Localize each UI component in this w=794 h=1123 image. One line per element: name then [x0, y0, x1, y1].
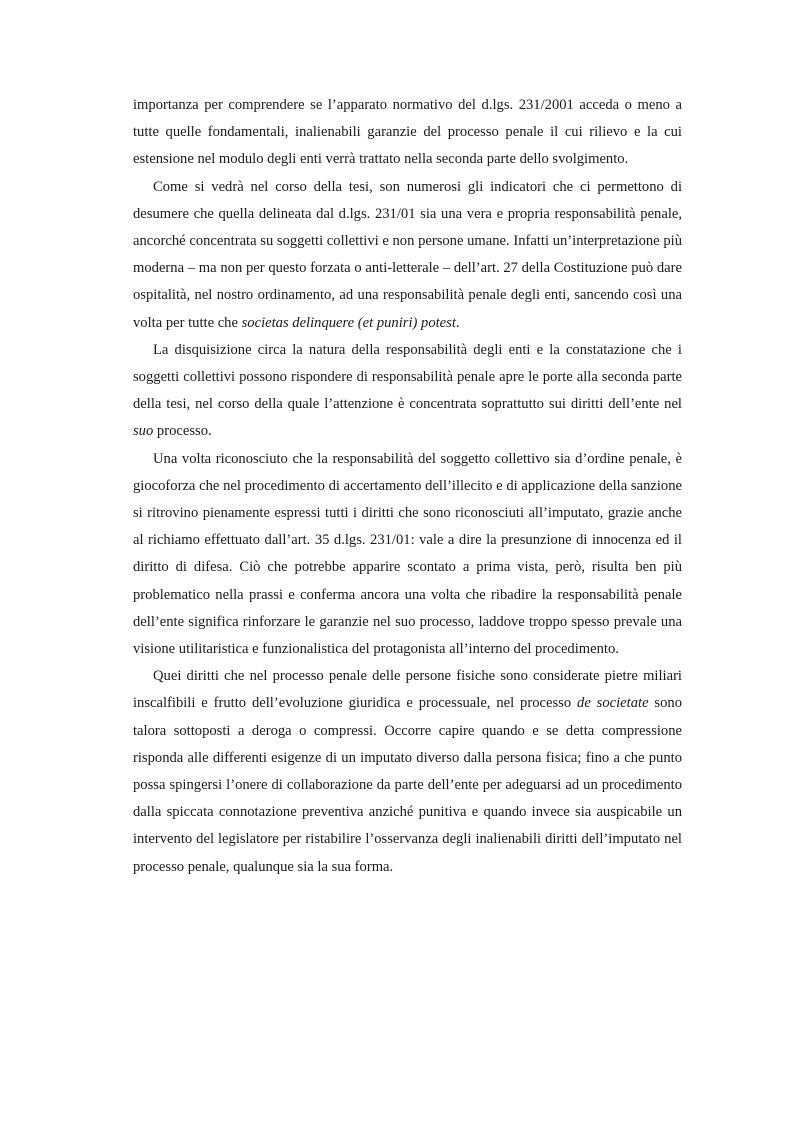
text-segment: Quei diritti che nel processo penale delle persone fisiche sono considerate pietre miliari inscalfibili e frutto dell’evoluzione giuridica e processuale, nel processo — [133, 668, 682, 712]
text-segment: . — [455, 314, 460, 331]
text-segment: La disquisizione circa la natura della responsabilità degli enti e la constatazione che i soggetti collettivi possono rispondere di responsabilità penale apre le porte alla seconda parte della tesi, nel corso della quale l’attenzione è concentrata soprattutto sui diritti dell’ente nel — [133, 341, 682, 413]
paragraph — [133, 337, 682, 446]
paragraph-continuation — [133, 92, 682, 174]
italic-text-segment: de societate — [577, 695, 649, 712]
italic-text-segment: suo — [133, 423, 154, 440]
text-segment: Come si vedrà nel corso della tesi, son numerosi gli indicatori che ci permettono di desumere che quella delineata dal d.lgs. 231/01 sia una vera e propria responsabilità penale, ancorché concentrata su soggetti collettivi e non persone umane. Infatti un’interpretazione più moderna – ma non per questo forzata o anti-letterale – dell’art. 27 della Costituzione può dare ospitalità, nel nostro ordinamento, ad una responsabilità penale degli enti, sancendo così una volta per tutte che — [133, 178, 682, 331]
text-segment: importanza per comprendere se l’apparato normativo del d.lgs. 231/2001 acceda o meno a tutte quelle fondamentali, inalienabili garanzie del processo penale il cui rilievo e la cui estensione nel modulo degli enti verrà trattato nella seconda parte dello svolgimento. — [133, 97, 682, 168]
italic-text-segment: societas delinquere (et puniri) potest — [241, 314, 456, 331]
document-page — [133, 92, 682, 881]
paragraph — [133, 446, 682, 664]
paragraph — [133, 663, 682, 881]
text-segment: sono talora sottoposti a deroga o compressi. Occorre capire quando e se detta compressione risponda alle differenti esigenze di un imputato diverso dalla persona fisica; fino a che punto possa spingersi l’onere di collaborazione da parte dell’ente per adeguarsi ad un procedimento dalla spiccata connotazione preventiva anziché punitiva e quando invece sia auspicabile un intervento del legislatore per ristabilire l’osservanza degli inalienabili diritti dell’imputato nel processo penale, qualunque sia la sua forma. — [133, 695, 683, 875]
text-segment: Una volta riconosciuto che la responsabilità del soggetto collettivo sia d’ordine penale, è giocoforza che nel procedimento di accertamento dell’illecito e di applicazione della sanzione si ritrovino pienamente espressi tutti i diritti che sono riconosciuti all’imputato, grazie anche al richiamo effettuato dall’art. 35 d.lgs. 231/01: vale a dire la presunzione di innocenza ed il diritto di difesa. Ciò che potrebbe apparire scontato a prima vista, però, risulta ben più problematico nella prassi e conferma ancora una volta che ribadire la responsabilità penale dell’ente significa rinforzare le garanzie nel suo processo, laddove troppo spesso prevale una visione utilitaristica e funzionalistica del protagonista all’interno del procedimento. — [133, 450, 682, 658]
text-segment: processo. — [153, 423, 212, 440]
paragraph — [133, 174, 682, 337]
